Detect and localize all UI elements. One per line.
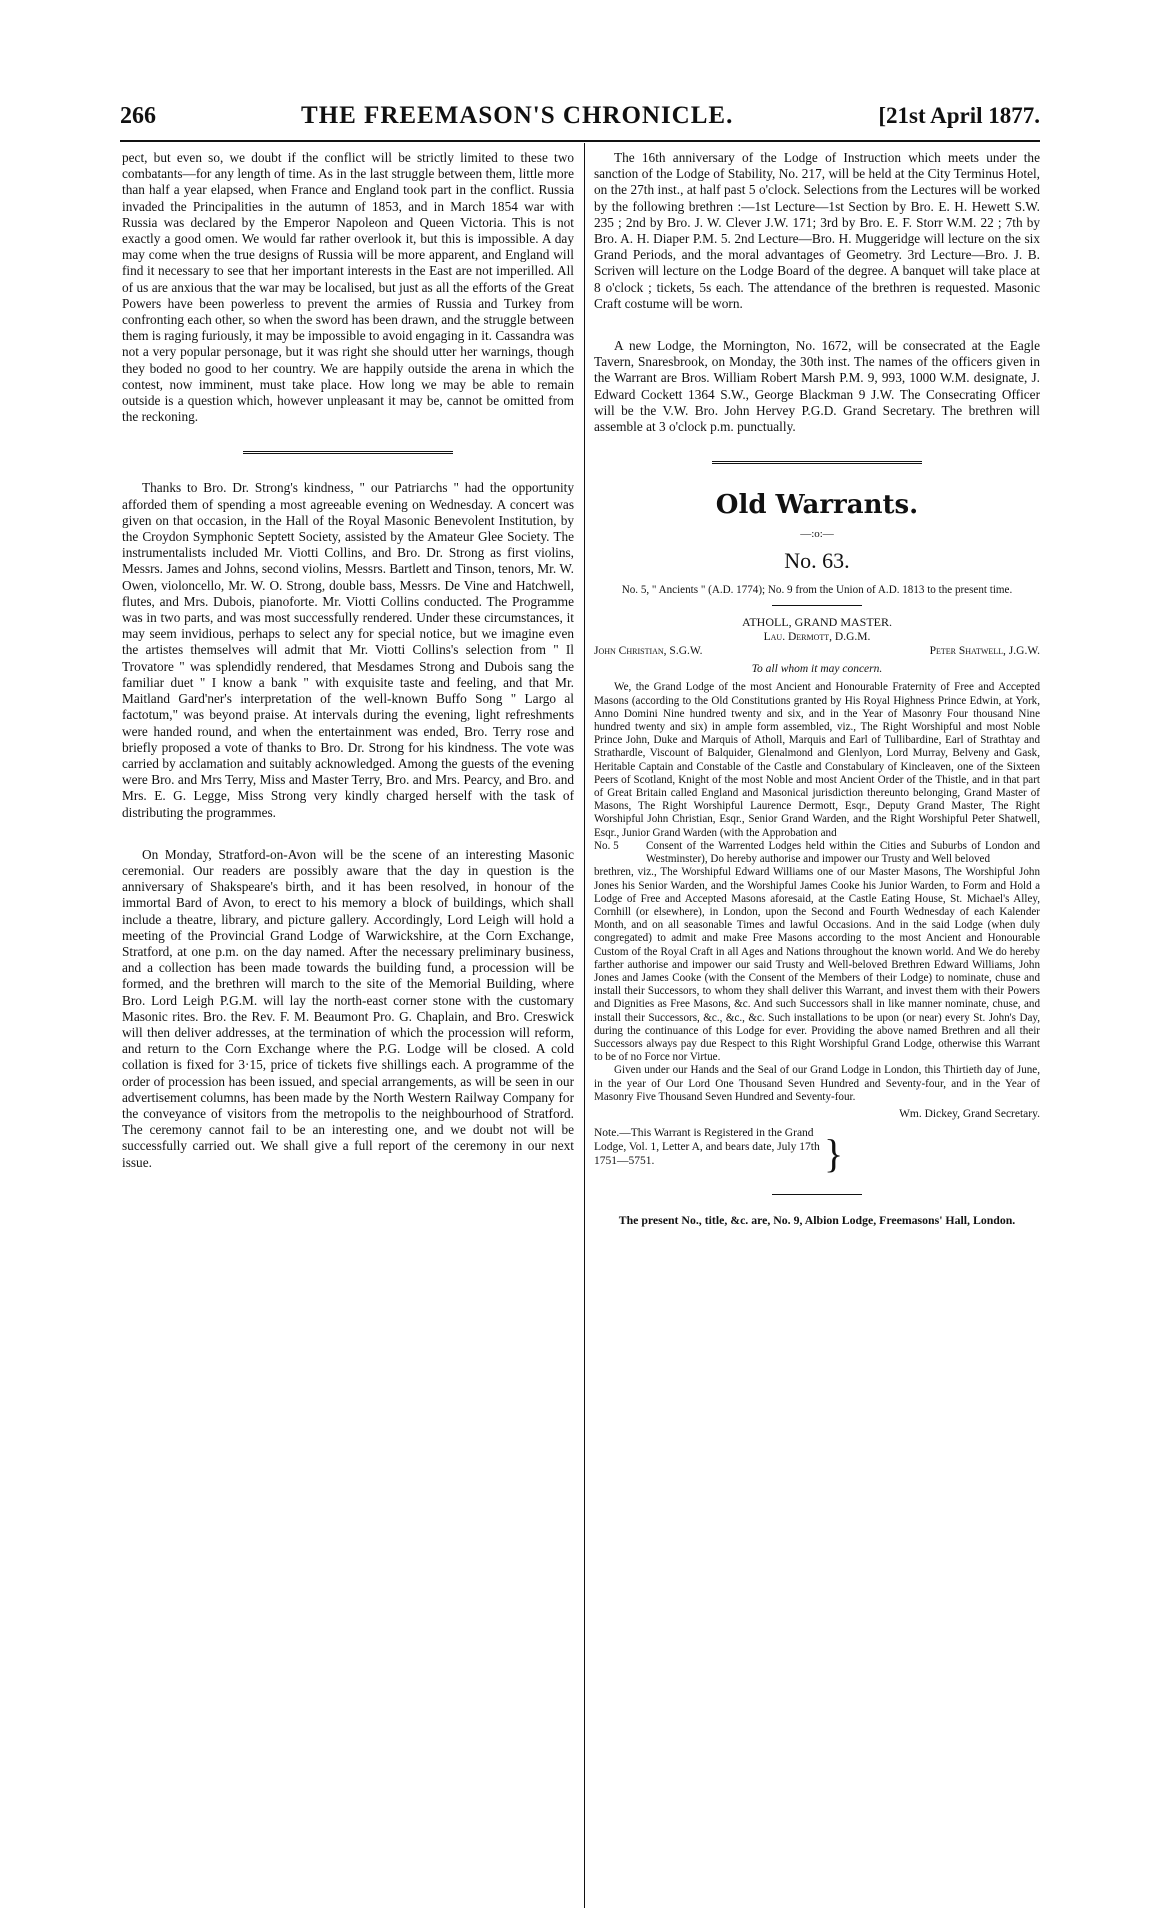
brace-icon: } xyxy=(824,1130,844,1176)
salutation: To all whom it may concern. xyxy=(751,663,883,676)
section-divider xyxy=(243,451,453,454)
registration-note xyxy=(594,1126,1040,1182)
short-rule xyxy=(772,1194,862,1195)
masthead xyxy=(120,102,1040,136)
column-separator xyxy=(584,143,585,1908)
warrant-text-3: brethren, viz., The Worshipful Edward Williams one of our Master Masons, The Worshipful John Jones his Senior Warden, and the Worshipful James Cooke his Junior Warden, to Form and Hold a Lodge of Free and Accepted Masons aforesaid, at the Castle Eating House, St. Michael's Alley, Cornhill (or elsewhere), in London, upon the Second and Fourth Wednesday of each Kalender Month, and on all seasonable Times and lawful Occasions. And in the said Lodge (when duly congregated) to admit and make Free Masons according to the most Ancient and Honourable Custom of the Royal Craft in all Ages and Nations throughout the known world. And We do hereby farther authorise and impower our said Trusty and Well-beloved Brethren Edward Williams, John Jones and James Cooke (with the Consent of the Members of their Lodge) to nominate, chuse and install their Successors, to whom they shall deliver this Warrant, and invest them with their Powers and Dignities as Free Masons, &c. And such Successors shall in like manner nominate, chuse, and install their Successors, &c., &c., &c. Such installations to be upon (or near) every St. John's Day, during the continuance of this Lodge for ever. Providing the above named Brethren and all their Successors always pay due Respect to this Right Worshipful Grand Lodge, otherwise this Warrant to be of no Force nor Virtue. xyxy=(594,866,1040,1064)
note-text: Note.—This Warrant is Registered in the Grand Lodge, Vol. 1, Letter A, and bears date, July 17th 1751—5751. xyxy=(594,1126,820,1167)
article-lodge-instruction: The 16th anniversary of the Lodge of Instruction which meets under the sanction of the Lodge of Stability, No. 217, will be held at the City Terminus Hotel, on the 27th inst., at half past 5 o'clock. Selections from the Lectures will be worked by the following brethren :—1st Lecture—1st Section by Bro. E. H. Hewett S.W. 235 ; 2nd by Bro. J. W. Clever J.W. 171; 3rd by Bro. E. F. Storr W.M. 22 ; 7th by Bro. A. H. Diaper P.M. 5. 2nd Lecture—Bro. H. Muggeridge will lecture on the six Grand Periods, and the moral advantages of Geometry. 3rd Lecture—Bro. J. B. Scriven will lecture on the Lodge Board of the degree. A banquet will take place at 8 o'clock ; tickets, 5s each. The attendance of the brethren is requested. Masonic Craft costume will be worn. xyxy=(594,150,1040,311)
footer-note: The present No., title, &c. are, No. 9, Albion Lodge, Freemasons' Hall, London. xyxy=(618,1212,1016,1227)
article-mornington-lodge: A new Lodge, the Mornington, No. 1672, will be consecrated at the Eagle Tavern, Snaresbrook, on Monday, the 30th inst. The names of the officers given in the Warrant are Bros. William Robert Marsh P.M. 9, 993, 1000 W.M. designate, J. Edward Cockett 1364 S.W., George Blackman 9 J.W. The Consecrating Officer will be the V.W. Bro. John Hervey P.G.D. Grand Secretary. The brethren will assemble at 3 o'clock p.m. punctually. xyxy=(594,338,1040,435)
article-russia-conflict: pect, but even so, we doubt if the conflict will be strictly limited to these two combatants—for any length of time. As in the last struggle between them, little more than half a year elapsed, when France and England took part in the conflict. Russia invaded the Principalities in the autumn of 1853, and in March 1854 war with Russia was declared by the Emperor Napoleon and Queen Victoria. This is not exactly a good omen. We would far rather overlook it, but this is impossible. A day may come when the true designs of Russia will be more apparent, and England will find it necessary to see that her important interests in the East are not imperilled. All of us are anxious that the war may be localised, but just as all the efforts of the Great Powers have been powerless to prevent the armies of Russia and Turkey from confronting each other, so when the sword has been drawn, and the struggle between them is raging furiously, it may be impossible to avoid engaging in it. Cassandra was not a very popular personage, but it was right she should utter her warnings, though they boded no good to her country. We are happily outside the arena in which the contest, now imminent, must take place. How long we may be able to remain outside is a question which, however unpleasant it may be, cannot be omitted from the reckoning. xyxy=(122,150,574,425)
left-column xyxy=(122,150,574,1905)
senior-warden: John Christian, S.G.W. xyxy=(594,645,703,658)
grand-secretary-signature: Wm. Dickey, Grand Secretary. xyxy=(899,1107,1040,1120)
junior-warden: Peter Shatwell, J.G.W. xyxy=(929,645,1040,658)
page-number: 266 xyxy=(120,103,156,129)
issue-date: [21st April 1877. xyxy=(878,103,1040,128)
warrant-text-4: Given under our Hands and the Seal of our Grand Lodge in London, this Thirtieth day of June, in the year of Our Lord One Thousand Seven Hundred and Seventy-four, and in the Year of Masonry Five Thousand Seven Hundred and Seventy-four. xyxy=(594,1064,1040,1103)
wardens-line xyxy=(594,644,1040,659)
grand-master-line: ATHOLL, GRAND MASTER. xyxy=(742,615,892,630)
warrant-margin-row xyxy=(594,840,1040,866)
warrant-text-2: Consent of the Warrented Lodges held within the Cities and Suburbs of London and Westminster), Do hereby authorise and impower our Trusty and Well beloved xyxy=(646,839,1040,866)
warrant-text-1: We, the Grand Lodge of the most Ancient and Honourable Fraternity of Free and Accepted Masons (according to the Old Constitutions granted by His Royal Highness Prince Edwin, at York, Anno Domini Nine hundred twenty and six, and in the Year of Masonry Four thousand Nine hundred twenty and six) in ample form assembled, viz., The Right Worshipful and most Noble Prince John, Duke and Marquis of Atholl, Marquis and Earl of Tullibardine, Earl of Strathtay and Strathardle, Viscount of Balquider, Glenalmond and Glenlyon, Lord Murray, Belveny and Gask, Heritable Captain and Constable of the Castle and Constabulary of Kincleaven, one of the Sixteen Peers of Scotland, Knight of the most Noble and most Ancient Order of the Thistle, and in that part of Great Britain called England and Masonical jurisdiction thereunto belonging, Grand Master of Masons, The Right Worshipful Laurence Dermott, Esqr., Deputy Grand Master, The Right Worshipful John Christian, Esqr., Senior Grand Warden, and the Right Worshipful Peter Shatwell, Esqr., Junior Grand Warden (with the Approbation and xyxy=(594,681,1040,839)
article-stratford-ceremonial: On Monday, Stratford-on-Avon will be the scene of an interesting Masonic ceremonial. Our readers are possibly aware that the day in question is the anniversary of Shakspeare's birth, and it has been resolved, in honour of the immortal Bard of Avon, to erect to his memory a block of buildings, which shall include a theatre, library, and picture gallery. Accordingly, Lord Leigh will hold a meeting of the Provincial Grand Lodge of Warwickshire, at the Corn Exchange, Stratford, at one p.m. on the day named. After the necessary preliminary business, and a collection has been made towards the building fund, a procession will be formed, and the brethren will march to the site of the Memorial Building, where Bro. Lord Leigh P.G.M. will lay the north-east corner stone with the customary Masonic rites. Bro. the Rev. F. M. Beaumont Pro. G. Chaplain, and Bro. Creswick will then deliver addresses, at the termination of which the procession will reform, and return to the Corn Exchange where the P.G. Lodge will be closed. A cold collation is fixed for 3·15, price of tickets five shillings each. A programme of the order of procession has been issued, and special arrangements, as will be seen in our advertisement columns, has been made by the North Western Railway Company for the conveyance of visitors from the metropolis to the neighbourhood of Stratford. The ceremony cannot fail to be an interesting one, and we doubt not will be successfully carried out. We shall give a full report of the ceremony in our next issue. xyxy=(122,846,574,1170)
article-patriarchs-concert: Thanks to Bro. Dr. Strong's kindness, " our Patriarchs " had the opportunity afforded them of spending a most agreeable evening on Wednesday. A concert was given on that occasion, in the Hall of the Royal Masonic Benevolent Institution, by the Croydon Symphonic Septett Society, assisted by the Amateur Glee Society. The instrumentalists included Mr. Viotti Collins, and Bro. Dr. Strong as first violins, Messrs. James and Johns, second violins, Messrs. Bartlett and Tinson, tenors, Mr. W. Owen, violoncello, Mr. W. O. Strong, double bass, Messrs. De Vine and Hatchwell, flutes, and Mrs. Dubois, pianoforte. Mr. Viotti Collins conducted. The Programme was in two parts, and was most successfully rendered. Under these circumstances, it may seem invidious, perhaps to select any for special notice, but we imagine even the artistes themselves will admit that Mr. Viotti Collins's selection from " Il Trovatore " was splendidly rendered, that Mesdames Strong and Dubois sang the familiar duet " I know a bank " with exquisite taste and feeling, and that Mr. Maitland Gard'ner's interpretation of the well-known Buffo Song " Largo al factotum," was beyond praise. At intervals during the evening, light refreshments were handed round, and when the entertainment was ended, Bro. Terry rose and briefly proposed a vote of thanks to Bro. Dr. Strong for his kindness. The vote was carried by acclamation and suitably acknowledged. Among the guests of the evening were Bro. and Mrs Terry, Miss and Master Terry, Bro. and Mrs. Pearcy, and Bro. and Mrs. E. G. Legge, Miss Strong very kindly charged herself with the task of distributing the programmes. xyxy=(122,480,574,820)
margin-number: No. 5 xyxy=(594,839,619,852)
section-title: Old Warrants. xyxy=(715,490,919,521)
ornament-divider: —:o:— xyxy=(800,528,834,541)
short-rule xyxy=(772,605,862,606)
warrant-number: No. 63. xyxy=(784,548,850,574)
journal-title: THE FREEMASON'S CHRONICLE. xyxy=(301,102,734,129)
deputy-line: Lau. Dermott, D.G.M. xyxy=(763,631,871,644)
masthead-rule xyxy=(120,140,1040,142)
warrant-subtitle: No. 5, " Ancients " (A.D. 1774); No. 9 from the Union of A.D. 1813 to the present time. xyxy=(621,584,1013,597)
right-column xyxy=(594,150,1040,1905)
section-divider xyxy=(712,461,922,464)
